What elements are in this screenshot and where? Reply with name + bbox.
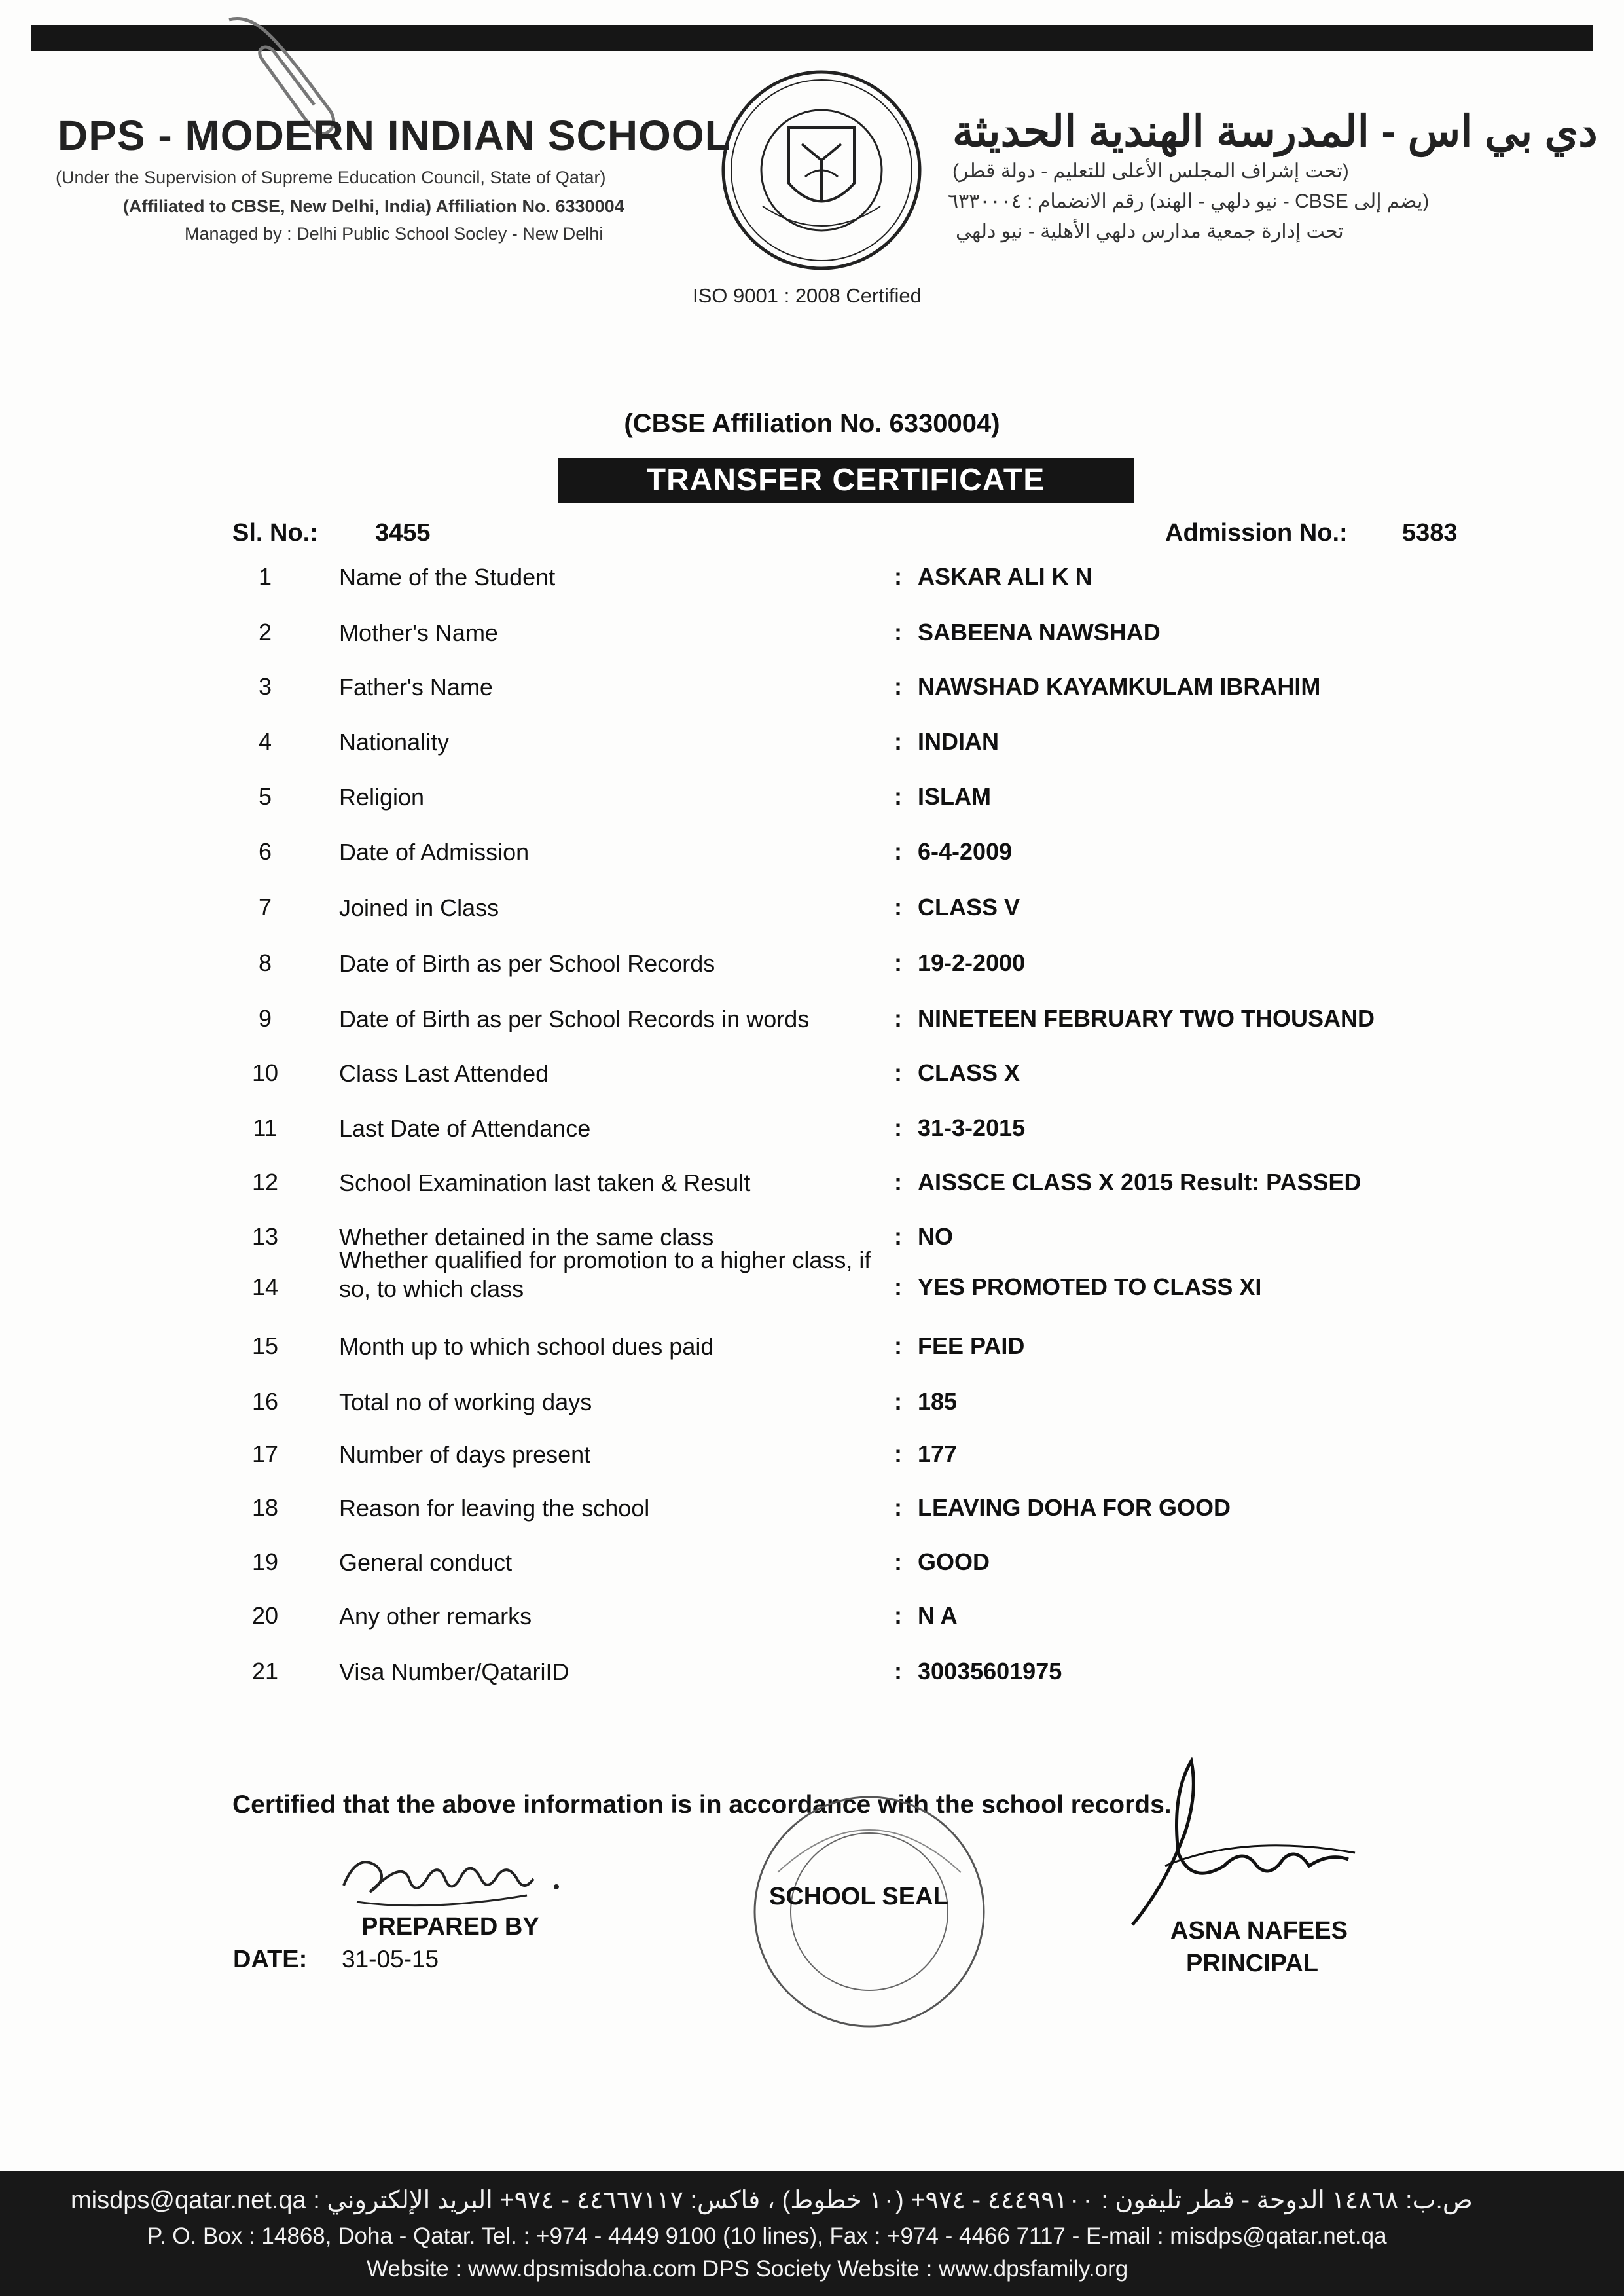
field-value: NAWSHAD KAYAMKULAM IBRAHIM <box>918 673 1321 700</box>
ar-supervision-line: (تحت إشراف المجلس الأعلى للتعليم - دولة قطر) <box>952 160 1349 182</box>
field-number: 11 <box>253 1114 278 1141</box>
field-colon: : <box>894 783 902 810</box>
field-value: ISLAM <box>918 783 991 810</box>
field-label: Religion <box>339 784 425 811</box>
field-label: Class Last Attended <box>339 1060 549 1087</box>
admission-no-label: Admission No.: <box>1165 519 1348 547</box>
field-value: YES PROMOTED TO CLASS XI <box>918 1273 1262 1300</box>
field-colon: : <box>894 1494 902 1521</box>
field-value: CLASS V <box>918 894 1020 920</box>
field-label: Whether detained in the same class <box>339 1224 714 1250</box>
footer-websites: Website : www.dpsmisdoha.com DPS Society Website : www.dpsfamily.org <box>367 2256 1128 2282</box>
field-colon: : <box>894 1440 902 1467</box>
field-colon: : <box>894 1273 902 1300</box>
field-number: 21 <box>251 1658 279 1685</box>
field-row <box>0 1332 1624 1372</box>
field-colon: : <box>894 894 902 920</box>
field-label: Nationality <box>339 729 450 756</box>
footer-bar <box>0 2171 1624 2296</box>
sl-no-value: 3455 <box>375 519 431 547</box>
field-colon: : <box>894 728 902 755</box>
field-value: 185 <box>918 1388 958 1415</box>
field-number: 9 <box>258 1005 272 1032</box>
admission-no-value: 5383 <box>1402 519 1458 547</box>
field-row <box>0 1658 1624 1697</box>
principal-signature-icon <box>1113 1755 1362 1944</box>
field-label: General conduct <box>339 1549 513 1576</box>
field-row <box>0 783 1624 822</box>
field-colon: : <box>894 619 902 646</box>
field-number: 2 <box>258 619 272 646</box>
field-value: ASKAR ALI K N <box>918 563 1092 590</box>
field-colon: : <box>894 1548 902 1575</box>
ar-affiliation-line: (يضم إلى CBSE - نيو دلهي - الهند) رقم الانضمام : ٦٣٣٠٠٠٤ <box>948 191 1430 212</box>
field-value: FEE PAID <box>918 1332 1025 1359</box>
field-label: Name of the Student <box>339 564 556 591</box>
school-seal-icon <box>738 1794 1000 2030</box>
field-value: SABEENA NAWSHAD <box>918 619 1161 646</box>
field-row <box>0 1247 1624 1313</box>
school-name-ar: دي بي اس - المدرسة الهندية الحديثة <box>952 107 1598 155</box>
field-label: Total no of working days <box>339 1389 592 1415</box>
field-label: Visa Number/QatariID <box>339 1658 569 1685</box>
field-value: AISSCE CLASS X 2015 Result: PASSED <box>918 1169 1362 1195</box>
field-number: 7 <box>258 894 272 920</box>
field-row <box>0 619 1624 658</box>
field-number: 16 <box>251 1388 279 1415</box>
field-number: 20 <box>251 1602 279 1629</box>
principal-title: PRINCIPAL <box>1186 1950 1318 1977</box>
field-row <box>0 1548 1624 1588</box>
field-row <box>0 894 1624 933</box>
footer-contact: P. O. Box : 14868, Doha - Qatar. Tel. : +974 - 4449 9100 (10 lines), Fax : +974 - 4466 7117 - E-mail : misdps@qatar.net.qa <box>147 2223 1387 2249</box>
field-label: Date of Admission <box>339 839 530 866</box>
field-value: 31-3-2015 <box>918 1114 1026 1141</box>
field-number: 3 <box>258 673 272 700</box>
school-seal-label: SCHOOL SEAL <box>769 1883 948 1910</box>
sl-no-label: Sl. No.: <box>232 519 318 547</box>
field-colon: : <box>894 1388 902 1415</box>
field-label: School Examination last taken & Result <box>339 1169 751 1196</box>
field-number: 15 <box>251 1332 279 1359</box>
field-number: 1 <box>258 563 272 590</box>
field-value: GOOD <box>918 1548 990 1575</box>
field-row <box>0 1005 1624 1044</box>
field-label: Mother's Name <box>339 619 498 646</box>
field-colon: : <box>894 1059 902 1086</box>
cbse-affiliation: (CBSE Affiliation No. 6330004) <box>624 409 1000 438</box>
field-colon: : <box>894 1332 902 1359</box>
field-number: 13 <box>251 1223 279 1250</box>
field-label: Number of days present <box>339 1441 591 1468</box>
field-label: Date of Birth as per School Records <box>339 950 715 977</box>
field-value: N A <box>918 1602 958 1629</box>
field-row <box>0 1114 1624 1154</box>
prepared-by-label: PREPARED BY <box>361 1913 539 1941</box>
field-colon: : <box>894 1169 902 1195</box>
field-label: Whether qualified for promotion to a higher class, if so, to which class <box>339 1247 871 1302</box>
field-row <box>0 1440 1624 1480</box>
field-value: 19-2-2000 <box>918 949 1026 976</box>
field-colon: : <box>894 1114 902 1141</box>
school-logo-icon <box>710 65 933 275</box>
field-colon: : <box>894 1005 902 1032</box>
field-colon: : <box>894 673 902 700</box>
field-row <box>0 728 1624 767</box>
document-title: TRANSFER CERTIFICATE <box>558 458 1134 503</box>
field-row <box>0 1494 1624 1533</box>
field-value: 30035601975 <box>918 1658 1062 1685</box>
field-row <box>0 673 1624 712</box>
field-value: 177 <box>918 1440 958 1467</box>
field-label: Father's Name <box>339 674 493 701</box>
managed-by-line: Managed by : Delhi Public School Socley - New Delhi <box>185 224 604 244</box>
field-number: 14 <box>251 1273 279 1300</box>
field-label: Date of Birth as per School Records in words <box>339 1006 810 1032</box>
date-value: 31-05-15 <box>342 1946 439 1973</box>
field-row <box>0 1169 1624 1208</box>
iso-certification: ISO 9001 : 2008 Certified <box>693 284 922 307</box>
date-label: DATE: <box>233 1946 308 1973</box>
field-number: 4 <box>258 728 272 755</box>
ar-managed-line: تحت إدارة جمعية مدارس دلهي الأهلية - نيو دلهي <box>956 221 1344 242</box>
field-number: 12 <box>251 1169 279 1195</box>
field-colon: : <box>894 949 902 976</box>
field-number: 6 <box>258 838 272 865</box>
preparer-signature-icon <box>331 1840 573 1918</box>
supervision-line: (Under the Supervision of Supreme Education Council, State of Qatar) <box>56 168 606 187</box>
field-value: NINETEEN FEBRUARY TWO THOUSAND <box>918 1005 1375 1032</box>
field-value: INDIAN <box>918 728 999 755</box>
field-label: Month up to which school dues paid <box>339 1333 714 1360</box>
field-colon: : <box>894 1658 902 1685</box>
field-number: 8 <box>258 949 272 976</box>
field-row <box>0 1059 1624 1099</box>
field-colon: : <box>894 563 902 590</box>
school-name-en: DPS - MODERN INDIAN SCHOOL <box>58 112 731 159</box>
certification-statement: Certified that the above information is in accordance with the school records. <box>232 1791 1172 1819</box>
field-label: Reason for leaving the school <box>339 1495 650 1522</box>
field-label: Joined in Class <box>339 894 499 921</box>
field-colon: : <box>894 838 902 865</box>
field-number: 17 <box>251 1440 279 1467</box>
field-colon: : <box>894 1223 902 1250</box>
principal-name: ASNA NAFEES <box>1170 1917 1348 1944</box>
field-number: 10 <box>251 1059 279 1086</box>
field-number: 18 <box>251 1494 279 1521</box>
affiliation-line: (Affiliated to CBSE, New Delhi, India) Affiliation No. 6330004 <box>123 196 624 216</box>
field-label: Last Date of Attendance <box>339 1115 591 1142</box>
field-row <box>0 949 1624 989</box>
field-value: LEAVING DOHA FOR GOOD <box>918 1494 1231 1521</box>
field-row <box>0 838 1624 877</box>
footer-arabic-contact: misdps@qatar.net.qa : ص.ب: ١٤٨٦٨ الدوحة - قطر تليفون : ٤٤٤٩٩١٠٠ - ٩٧٤+ (١٠ خطوط) ، فاكس: ٤٤٦٦٧١١٧ - ٩٧٤+ البريد الإلكتروني <box>71 2187 1473 2214</box>
field-row <box>0 563 1624 602</box>
field-row <box>0 1388 1624 1427</box>
field-number: 19 <box>251 1548 279 1575</box>
field-value: NO <box>918 1223 953 1250</box>
field-row <box>0 1602 1624 1641</box>
field-number: 5 <box>258 783 272 810</box>
field-label: Any other remarks <box>339 1603 532 1630</box>
field-value: 6-4-2009 <box>918 838 1013 865</box>
field-colon: : <box>894 1602 902 1629</box>
field-value: CLASS X <box>918 1059 1020 1086</box>
